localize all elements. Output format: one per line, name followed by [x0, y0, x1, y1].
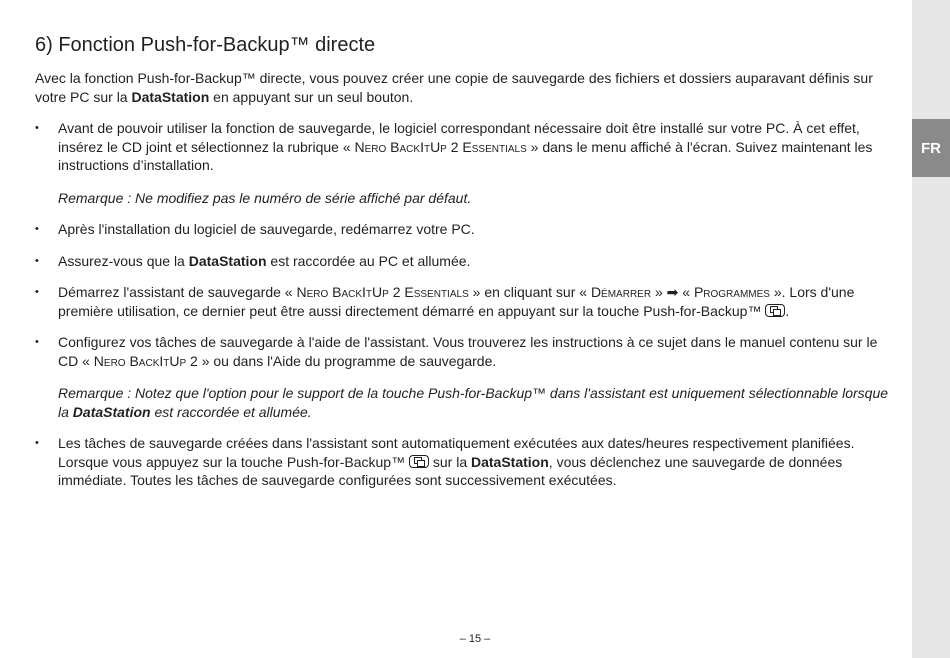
intro-text-end: en appuyant sur un seul bouton.: [209, 88, 414, 105]
item-text: ». Lors d'une première utilisation, ce dernier peut être aussi directement démarré en appuyant sur la touche Push-for-Backup™: [58, 284, 855, 319]
item-text: » dans le menu affiché à l'écran. Suivez maintenant les instructions d’installation.: [58, 138, 873, 173]
push-for-backup-key-icon: [765, 304, 785, 317]
item-text: » ou dans l'Aide du programme de sauvegarde.: [197, 352, 497, 369]
item-text: Assurez-vous que la: [58, 252, 189, 269]
menu-programs: Programmes: [693, 284, 770, 300]
list-item: [35, 119, 900, 207]
item-text: Les tâches de sauvegarde créées dans l'assistant sont automatiquement exécutées aux dates/heures respectivement planifiées. Lorsque vous appuyez sur la touche Push-for-Backup™: [58, 435, 855, 470]
item-text: Configurez vos tâches de sauvegarde à l'aide de l'assistant. Vous trouverez les instructions à ce sujet dans le manuel contenu sur le CD «: [58, 334, 878, 369]
item-text: est raccordée au PC et allumée.: [266, 252, 471, 269]
intro-text: Avec la fonction Push-for-Backup™ directe, vous pouvez créer une copie de sauvegarde des fichiers et dossiers auparavant définis sur votre PC sur la: [35, 70, 873, 105]
list-item: [35, 283, 900, 320]
list-item: [35, 434, 900, 490]
intro-paragraph: [35, 69, 900, 106]
software-name: Nero BackItUp 2: [93, 352, 198, 369]
push-for-backup-key-icon: [409, 455, 429, 468]
menu-start: Démarrer: [590, 284, 652, 300]
note: [58, 384, 900, 421]
product-name: DataStation: [471, 453, 549, 470]
note-text: Remarque : Notez que l'option pour le support de la touche Push-for-Backup™ dans l'assistant est uniquement sélectionnable lorsque la: [58, 385, 889, 420]
item-text: Avant de pouvoir utiliser la fonction de sauvegarde, le logiciel correspondant nécessaire doit être installé sur votre PC. À cet effet, insérez le CD joint et sélectionnez la rubrique «: [58, 120, 860, 155]
intro-product-name: DataStation: [131, 88, 210, 105]
item-text: Après l'installation du logiciel de sauvegarde, redémarrez votre PC.: [58, 221, 475, 237]
item-text: » en cliquant sur «: [468, 284, 591, 300]
software-name: Nero BackItUp 2 Essentials: [354, 138, 527, 155]
item-text: » ➡ «: [651, 284, 694, 300]
page-number: – 15 –: [459, 633, 491, 645]
instruction-list: [35, 119, 900, 490]
list-item: [35, 252, 900, 271]
page-content: [35, 32, 900, 503]
item-text: Démarrez l'assistant de sauvegarde «: [58, 284, 297, 300]
note-product-name: DataStation: [72, 403, 151, 420]
note-text: est raccordée et allumée.: [150, 403, 312, 420]
list-item: [35, 333, 900, 421]
software-name: Nero BackItUp 2 Essentials: [296, 284, 469, 300]
list-item: [35, 220, 900, 239]
product-name: DataStation: [188, 252, 267, 269]
page-title: 6) Fonction Push-for-Backup™ directe: [35, 34, 376, 56]
note: Remarque : Ne modifiez pas le numéro de série affiché par défaut.: [58, 189, 472, 206]
language-tab: [912, 119, 950, 177]
item-text: , vous déclenchez une sauvegarde de données immédiate. Toutes les tâches de sauvegarde configurées sont successivement exécutées.: [58, 453, 843, 488]
side-margin-strip: [912, 0, 950, 658]
item-text: sur la: [428, 453, 471, 470]
language-tab-label: FR: [921, 139, 941, 157]
item-text: .: [785, 302, 790, 319]
